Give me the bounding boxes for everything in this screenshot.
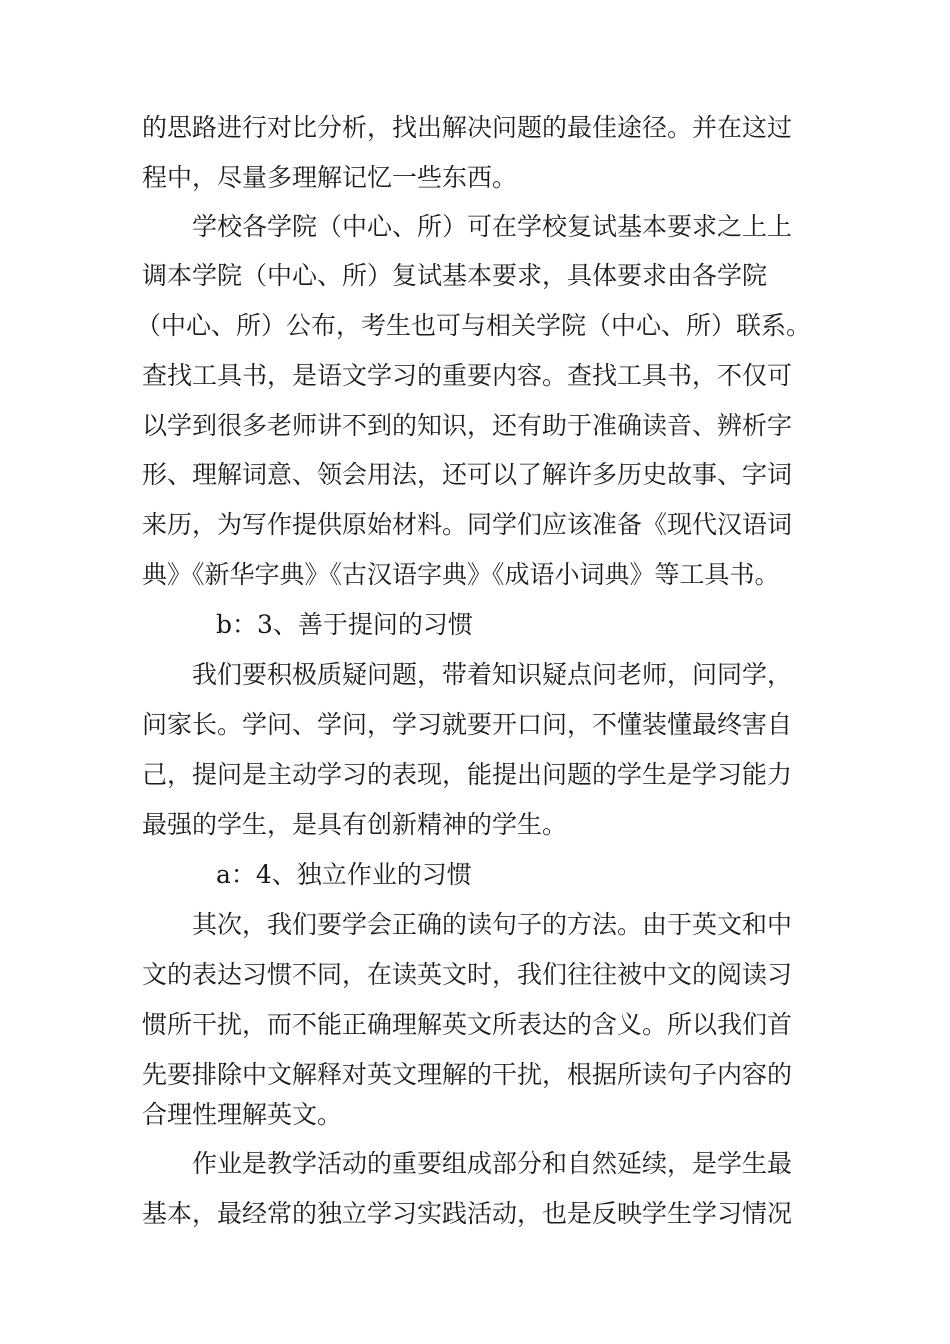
text-line: 以学到很多老师讲不到的知识，还有助于准确读音、辨析字 <box>142 411 793 440</box>
paragraph-start-line: 学校各学院（中心、所）可在学校复试基本要求之上上 <box>192 212 793 241</box>
text-line: 调本学院（中心、所）复试基本要求，具体要求由各学院 <box>142 261 768 290</box>
section-heading: a：4、独立作业的习惯 <box>216 860 472 889</box>
paragraph-start-line: 作业是教学活动的重要组成部分和自然延续，是学生最 <box>192 1149 793 1178</box>
text-line: 文的表达习惯不同，在读英文时，我们往往被中文的阅读习 <box>142 960 793 989</box>
text-line: 形、理解词意、领会用法，还可以了解许多历史故事、字词 <box>142 460 793 489</box>
text-line: 程中，尽量多理解记忆一些东西。 <box>142 163 518 192</box>
text-line: 问家长。学问、学问，学习就要开口问，不懂装懂最终害自 <box>142 710 793 739</box>
text-line: 己，提问是主动学习的表现，能提出问题的学生是学习能力 <box>142 760 793 789</box>
text-line: 基本，最经常的独立学习实践活动，也是反映学生学习情况 <box>142 1199 793 1228</box>
text-line: 的思路进行对比分析，找出解决问题的最佳途径。并在这过 <box>142 113 793 142</box>
section-heading: b：3、善于提问的习惯 <box>216 610 473 639</box>
text-line: 先要排除中文解释对英文理解的干扰，根据所读句子内容的 <box>142 1060 793 1089</box>
text-line: 最强的学生，是具有创新精神的学生。 <box>142 810 568 839</box>
paragraph-start-line: 其次，我们要学会正确的读句子的方法。由于英文和中 <box>192 910 793 939</box>
text-line: 查找工具书，是语文学习的重要内容。查找工具书，不仅可 <box>142 361 793 390</box>
text-line: 来历，为写作提供原始材料。同学们应该准备《现代汉语词 <box>142 510 793 539</box>
text-line: 合理性理解英文。 <box>142 1100 343 1129</box>
paragraph-start-line: 我们要积极质疑问题，带着知识疑点问老师，问同学， <box>192 660 793 689</box>
text-line: （中心、所）公布，考生也可与相关学院（中心、所）联系。 <box>136 311 812 340</box>
text-line: 惯所干扰，而不能正确理解英文所表达的含义。所以我们首 <box>142 1010 793 1039</box>
text-line: 典》《新华字典》《古汉语字典》《成语小词典》等工具书。 <box>142 560 780 589</box>
